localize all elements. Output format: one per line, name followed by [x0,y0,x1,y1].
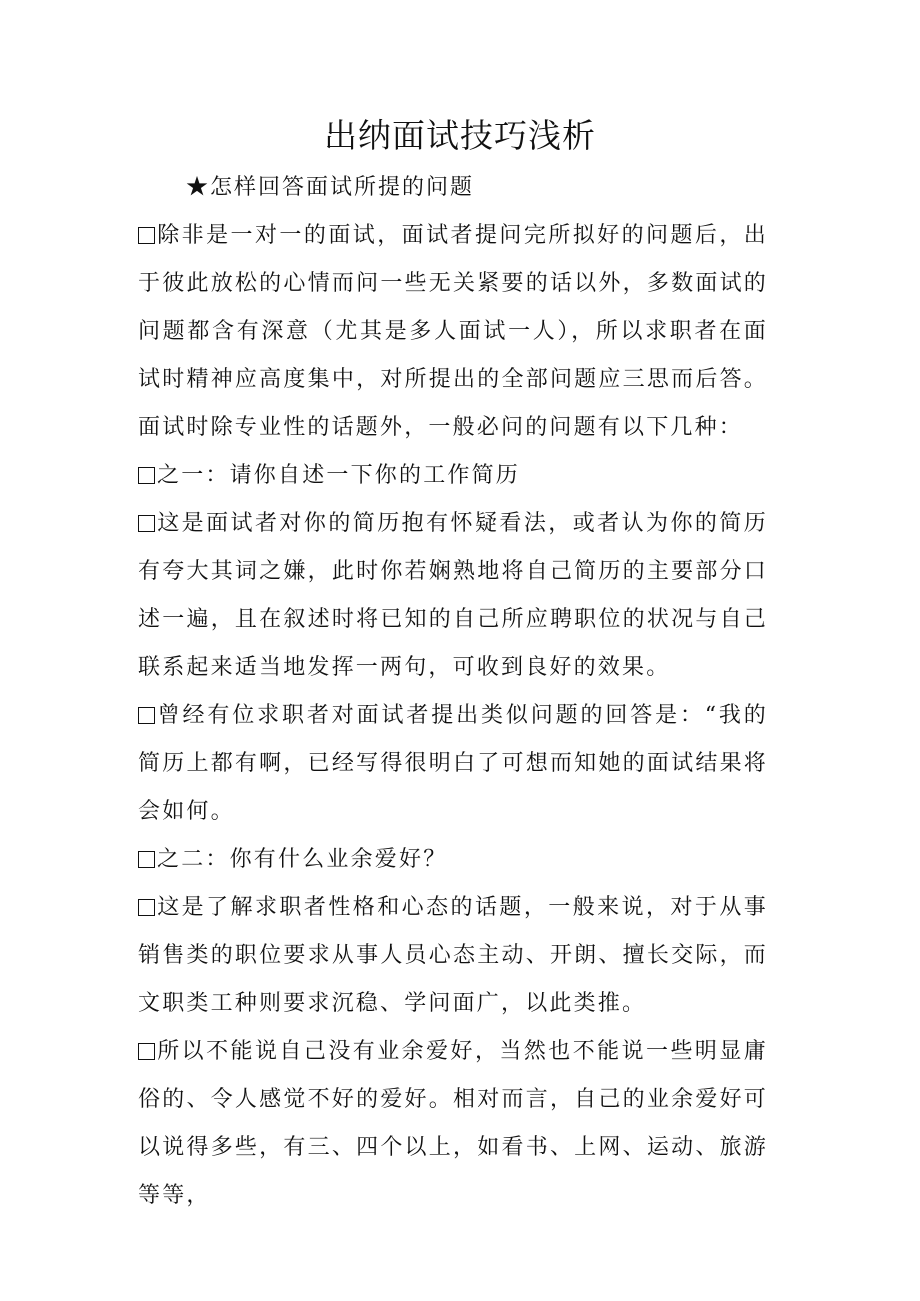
checkbox-bullet-icon [138,227,155,244]
checkbox-bullet-icon [138,1043,155,1060]
document-body [138,212,768,1220]
paragraph-text: 曾经有位求职者对面试者提出类似问题的回答是：“我的简历上都有啊，已经写得很明白了可想而知她的面试结果将会如何。 [138,703,768,824]
paragraph-3 [138,500,768,692]
paragraph-text: 之一：请你自述一下你的工作简历 [157,463,521,488]
paragraph-text: 这是了解求职者性格和心态的话题，一般来说，对于从事销售类的职位要求从事人员心态主动、开朗、擅长交际，而文职类工种则要求沉稳、学问面广，以此类推。 [138,895,768,1016]
paragraph-text: 这是面试者对你的简历抱有怀疑看法，或者认为你的简历有夸大其词之嫌，此时你若娴熟地将自己简历的主要部分口述一遍，且在叙述时将已知的自己所应聘职位的状况与自己联系起来适当地发挥一两句，可收到良好的效果。 [138,511,768,680]
paragraph-text: 之二：你有什么业余爱好？ [157,847,448,872]
document-title: 出纳面试技巧浅析 [324,116,596,155]
checkbox-bullet-icon [138,899,155,916]
paragraph-5 [138,836,768,884]
checkbox-bullet-icon [138,851,155,868]
paragraph-4 [138,692,768,836]
paragraph-2 [138,452,768,500]
section-heading: ★怎样回答面试所提的问题 [186,175,475,200]
paragraph-1 [138,212,768,452]
paragraph-7 [138,1028,768,1220]
paragraph-6 [138,884,768,1028]
paragraph-text: 除非是一对一的面试，面试者提问完所拟好的问题后，出于彼此放松的心情而问一些无关紧要的话以外，多数面试的问题都含有深意（尤其是多人面试一人），所以求职者在面试时精神应高度集中，对所提出的全部问题应三思而后答。面试时除专业性的话题外，一般必问的问题有以下几种： [138,223,768,440]
checkbox-bullet-icon [138,467,155,484]
checkbox-bullet-icon [138,515,155,532]
paragraph-text: 所以不能说自己没有业余爱好，当然也不能说一些明显庸俗的、令人感觉不好的爱好。相对而言，自己的业余爱好可以说得多些，有三、四个以上，如看书、上网、运动、旅游等等， [138,1039,768,1208]
checkbox-bullet-icon [138,707,155,724]
